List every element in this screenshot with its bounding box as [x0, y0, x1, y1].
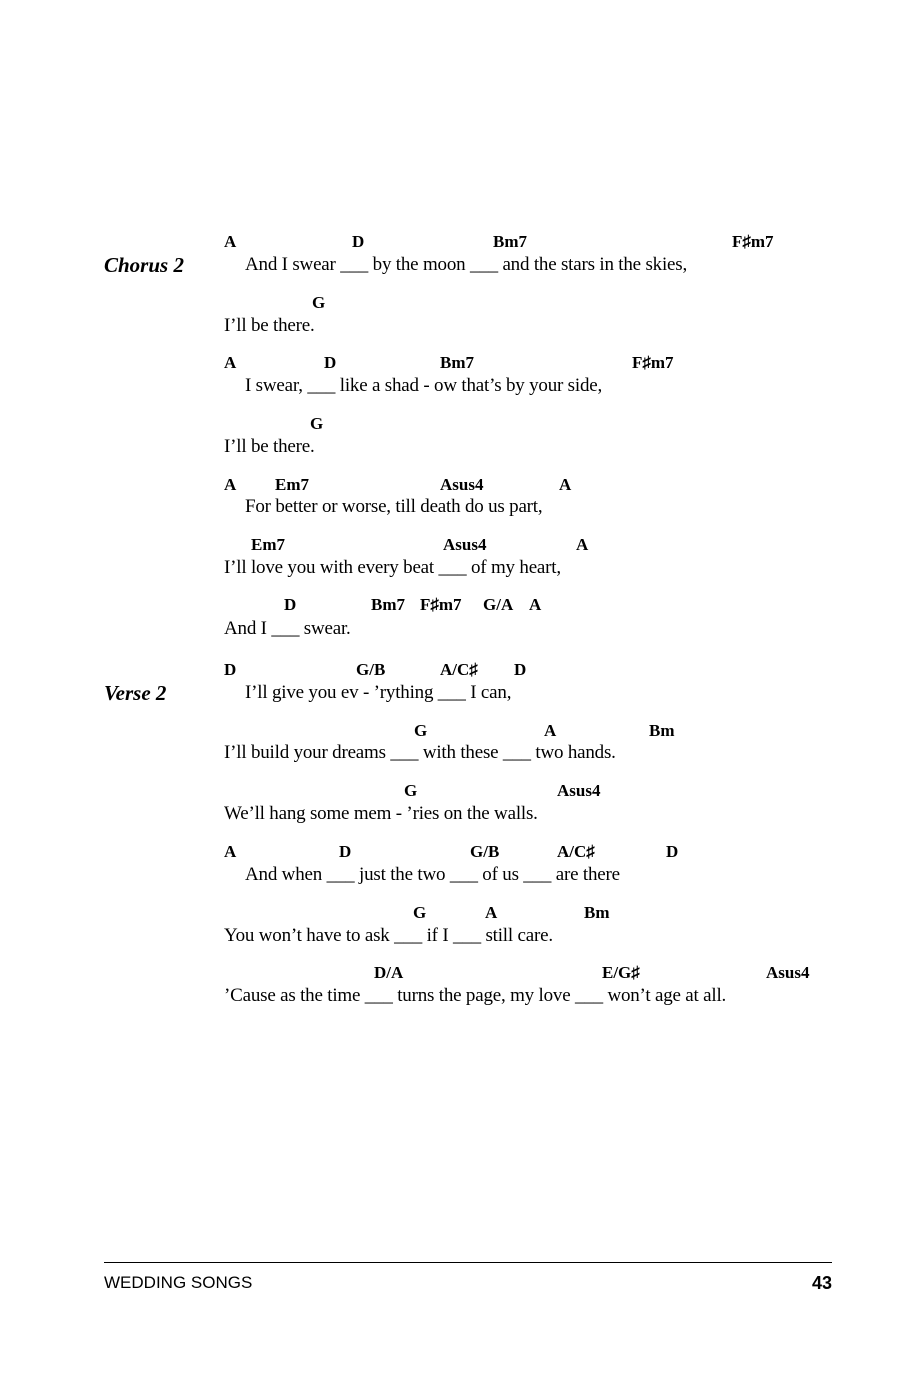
chord: A: [224, 842, 237, 861]
chord: Bm7: [371, 595, 405, 614]
chord: D: [339, 842, 352, 861]
chord: D/A: [374, 963, 404, 982]
chord: F♯m7: [632, 353, 674, 372]
chord: Asus4: [766, 963, 810, 982]
section-label-chorus-2: Chorus 2: [104, 253, 184, 277]
chord: A: [529, 595, 542, 614]
chord: D: [352, 232, 365, 251]
chord: D: [324, 353, 337, 372]
chord: A: [576, 535, 589, 554]
chord: A: [224, 353, 237, 372]
chord: Asus4: [443, 535, 487, 554]
chord: G: [312, 293, 326, 312]
footer-book-title: WEDDING SONGS: [104, 1273, 253, 1292]
chord: F♯m7: [732, 232, 774, 251]
chord: E/G♯: [602, 963, 640, 982]
chord: Em7: [251, 535, 285, 554]
lyric-line: I’ll be there.: [224, 315, 315, 336]
chord: D: [666, 842, 679, 861]
chord: G: [404, 781, 418, 800]
chord: Bm7: [440, 353, 474, 372]
chord: A: [224, 475, 237, 494]
chord: A: [559, 475, 572, 494]
footer-page-number: 43: [811, 1273, 832, 1293]
lyric-line: We’ll hang some mem - ’ries on the walls.: [224, 803, 538, 824]
lyric-line: I swear, ___ like a shad - ow that’s by your side,: [245, 375, 603, 396]
chord: Em7: [275, 475, 309, 494]
chord: G/A: [483, 595, 514, 614]
lyric-line: And I swear ___ by the moon ___ and the stars in the skies,: [245, 254, 688, 275]
chord: Asus4: [440, 475, 484, 494]
chord: Asus4: [557, 781, 601, 800]
lyric-line: For better or worse, till death do us part,: [245, 496, 543, 517]
lyric-line: I’ll love you with every beat ___ of my heart,: [224, 557, 561, 578]
footer-rule: [104, 1262, 832, 1263]
chord: Bm: [584, 903, 610, 922]
lyric-line: And when ___ just the two ___ of us ___ are there: [245, 864, 620, 885]
section-label-verse-2: Verse 2: [104, 681, 167, 705]
chord: A: [544, 721, 557, 740]
chord: G: [310, 414, 324, 433]
chord: D: [284, 595, 297, 614]
chord: G: [414, 721, 428, 740]
chord: G: [413, 903, 427, 922]
lyric-line: I’ll give you ev - ’rything ___ I can,: [245, 682, 512, 703]
lyric-line: I’ll build your dreams ___ with these ___ two hands.: [224, 742, 616, 763]
lyric-line: ’Cause as the time ___ turns the page, my love ___ won’t age at all.: [224, 985, 727, 1006]
chord: A: [224, 232, 237, 251]
chord: Bm7: [493, 232, 527, 251]
chord: D: [224, 660, 237, 679]
lyric-line: And I ___ swear.: [224, 618, 351, 639]
chord: A/C♯: [557, 842, 595, 861]
chord: A: [485, 903, 498, 922]
chord: G/B: [356, 660, 386, 679]
chord: Bm: [649, 721, 675, 740]
lyric-line: I’ll be there.: [224, 436, 315, 457]
chord: F♯m7: [420, 595, 462, 614]
chord: D: [514, 660, 527, 679]
chord: A/C♯: [440, 660, 478, 679]
chord: G/B: [470, 842, 500, 861]
lyric-line: You won’t have to ask ___ if I ___ still care.: [224, 925, 553, 946]
